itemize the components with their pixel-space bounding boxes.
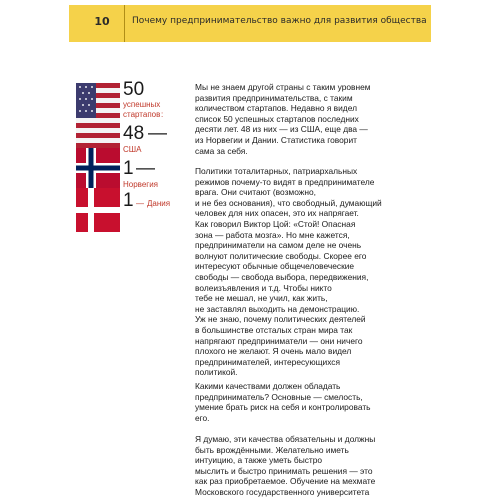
- norway-label: Норвегия: [123, 180, 159, 189]
- paragraph-2: [195, 166, 480, 378]
- text-line: его.: [195, 412, 210, 423]
- text-line: не заставлял выходить на демонстрацию.: [195, 303, 360, 314]
- text-line: из Норвегии и Дании. Статистика говорит: [195, 134, 357, 145]
- text-line: интуицию, а также уметь быстро: [195, 455, 323, 466]
- text-line: список 50 успешных стартапов последних: [195, 113, 359, 124]
- text-line: развития предпринимательства, с таким: [195, 92, 353, 103]
- text-line: быть врождёнными. Желательно иметь: [195, 444, 349, 455]
- text-line: интересуют обычные общечеловеческие: [195, 261, 355, 272]
- text-line: умение брать риск на себя и контролировать: [195, 402, 371, 413]
- text-line: в большинстве отсталых стран мира так: [195, 324, 353, 335]
- paragraph-3: [195, 381, 480, 423]
- norway-flag-image: [76, 148, 120, 188]
- norway-number: 1: [123, 158, 134, 179]
- text-line: волеизъявления и т.д. Чтобы никто: [195, 282, 332, 293]
- denmark-number: 1: [123, 190, 134, 211]
- text-line: плохого не желают. Я очень мало видел: [195, 346, 352, 357]
- text-line: как раз приобретаемое. Обучение на мехмате: [195, 476, 376, 487]
- header-divider: [124, 5, 125, 42]
- text-line: сама за себя.: [195, 145, 248, 156]
- usa-dash: —: [148, 123, 167, 144]
- total-startups-label-line1: успешных: [123, 100, 161, 109]
- text-line: врага. Они считают (возможно,: [195, 187, 316, 198]
- paragraph-1: [195, 82, 480, 156]
- text-line: и не без основания), что свободный, думающий: [195, 197, 382, 208]
- text-line: Мы не знаем другой страны с таким уровнем: [195, 82, 371, 92]
- text-line: предприниматель? Основные — смелость,: [195, 391, 363, 402]
- text-line: напрягают предприниматели — они ничего: [195, 335, 363, 346]
- text-line: Какими качествами должен обладать: [195, 381, 341, 391]
- text-line: человек для них опасен, это их напрягает.: [195, 208, 359, 219]
- text-line: Как говорил Виктор Цой: «Стой! Опасная: [195, 218, 356, 229]
- page-number: 10: [94, 15, 110, 28]
- denmark-label: Дания: [147, 199, 171, 208]
- text-line: зона — работа мозга». Но мне кажется,: [195, 229, 350, 240]
- text-line: мыслить и быстро принимать решения — это: [195, 465, 373, 476]
- text-line: предпринимателей, интересующихся: [195, 356, 341, 367]
- text-line: Я думаю, эти качества обязательны и должны: [195, 434, 376, 444]
- text-line: политикой.: [195, 367, 238, 378]
- text-line: тебе не мешал, не учил, как жить,: [195, 293, 328, 304]
- total-startups-colon: :: [161, 110, 164, 119]
- text-line: Политики тоталитарных, патриархальных: [195, 166, 358, 176]
- usa-number: 48: [123, 123, 145, 144]
- usa-label: США: [123, 145, 142, 154]
- text-line: количеством стартапов. Недавно я видел: [195, 103, 357, 114]
- paragraph-4: [195, 434, 480, 498]
- running-title: Почему предпринимательство важно для развития общества: [132, 16, 427, 26]
- text-line: свободы — свобода выбора, передвижения,: [195, 271, 369, 282]
- text-line: предприниматели на самом деле не очень: [195, 240, 362, 251]
- denmark-flag-image: [76, 188, 120, 232]
- text-line: Московского государственного университета: [195, 486, 370, 497]
- text-line: волнуют политические свободы. Скорее его: [195, 250, 367, 261]
- text-line: режимов почему-то видят в предпринимателе: [195, 176, 375, 187]
- text-line: десяти лет. 48 из них — из США, еще два —: [195, 124, 368, 135]
- text-line: Уж не знаю, почему политических деятелей: [195, 314, 366, 325]
- denmark-dash: —: [136, 199, 144, 208]
- total-startups-label-line2: стартапов: [123, 110, 161, 119]
- usa-flag-image: [76, 83, 120, 148]
- norway-dash: —: [136, 158, 155, 179]
- total-startups-number: 50: [123, 79, 145, 100]
